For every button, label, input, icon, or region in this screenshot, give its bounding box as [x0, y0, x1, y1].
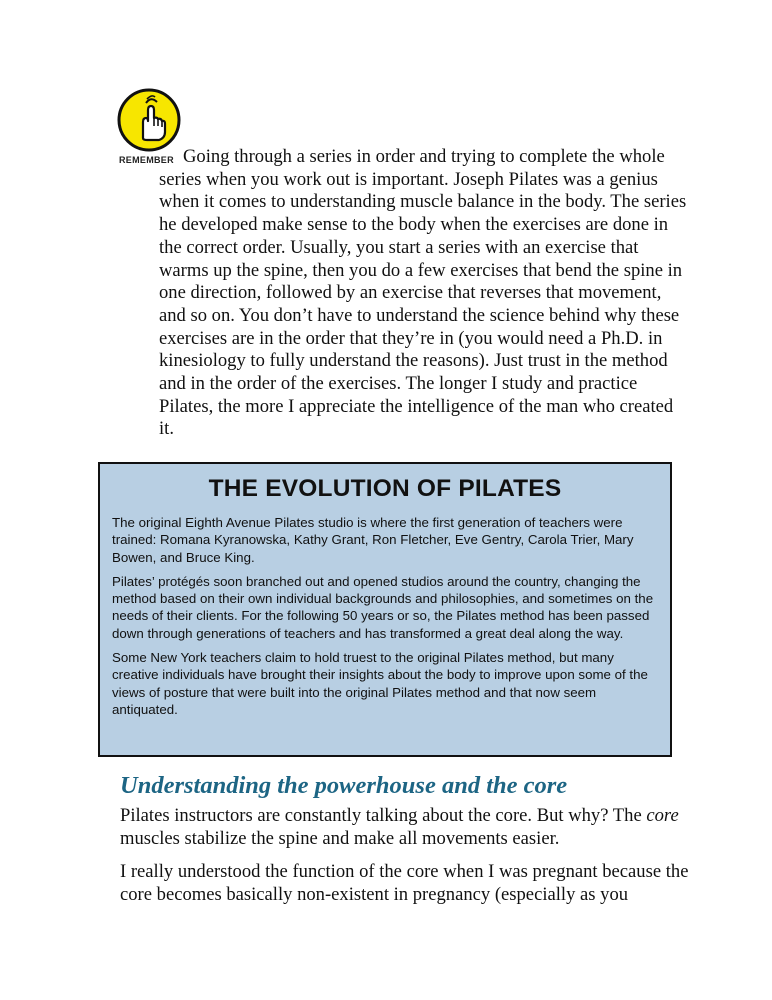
remember-label: REMEMBER: [119, 155, 174, 165]
sidebar-title: THE EVOLUTION OF PILATES: [208, 475, 562, 502]
section-heading: Understanding the powerhouse and the core: [120, 772, 568, 799]
body-text-segment: muscles stabilize the spine and make all movements easier.: [120, 827, 560, 849]
sidebar-paragraph: Some New York teachers claim to hold truest to the original Pilates method, but many creative individuals have brought their insights about the body to improve upon some of the views of posture that were built into the original Pilates method and that now seem antiquated.: [112, 650, 648, 717]
sidebar-paragraph: The original Eighth Avenue Pilates studio is where the first generation of teachers were trained: Romana Kyranowska, Kathy Grant, Ron Fletcher, Eve Gentry, Carola Trier, Mary Bowen, and Bruce King.: [112, 515, 634, 565]
body-paragraph: [120, 805, 690, 850]
emphasis-core: core: [646, 805, 679, 826]
body-paragraph: I really understood the function of the core when I was pregnant because the core becomes basically non-existent in pregnancy (especially as you: [120, 861, 689, 905]
body-text-segment: Pilates instructors are constantly talking about the core. But why? The: [120, 805, 647, 826]
pointing-finger-icon: [117, 88, 181, 152]
remember-paragraph: Going through a series in order and trying to complete the whole series when you work out is important. Joseph Pilates was a genius when it comes to understanding muscle balance in the body. The series he developed make sense to the body when the exercises are done in the correct order. Usually, you start a series with an exercise that warms up the spine, then you do a few exercises that bend the spine in one direction, followed by an exercise that reverses that movement, and so on. You don’t have to understand the science behind why these exercises are in the order that they’re in (you would need a Ph.D. in kinesiology to fully understand the reasons). Just trust in the method and in the order of the exercises. The longer I study and practice Pilates, the more I appreciate the intelligence of the man who created it.: [159, 146, 687, 440]
sidebar-paragraph: Pilates’ protégés soon branched out and opened studios around the country, changing the method based on their own individual backgrounds and philosophies, and sometimes on the needs of their clients. For the following 50 years or so, the Pilates method has been passed down through generations of teachers and has transformed a great deal along the way.: [112, 573, 654, 641]
sidebar-box: [98, 462, 672, 757]
